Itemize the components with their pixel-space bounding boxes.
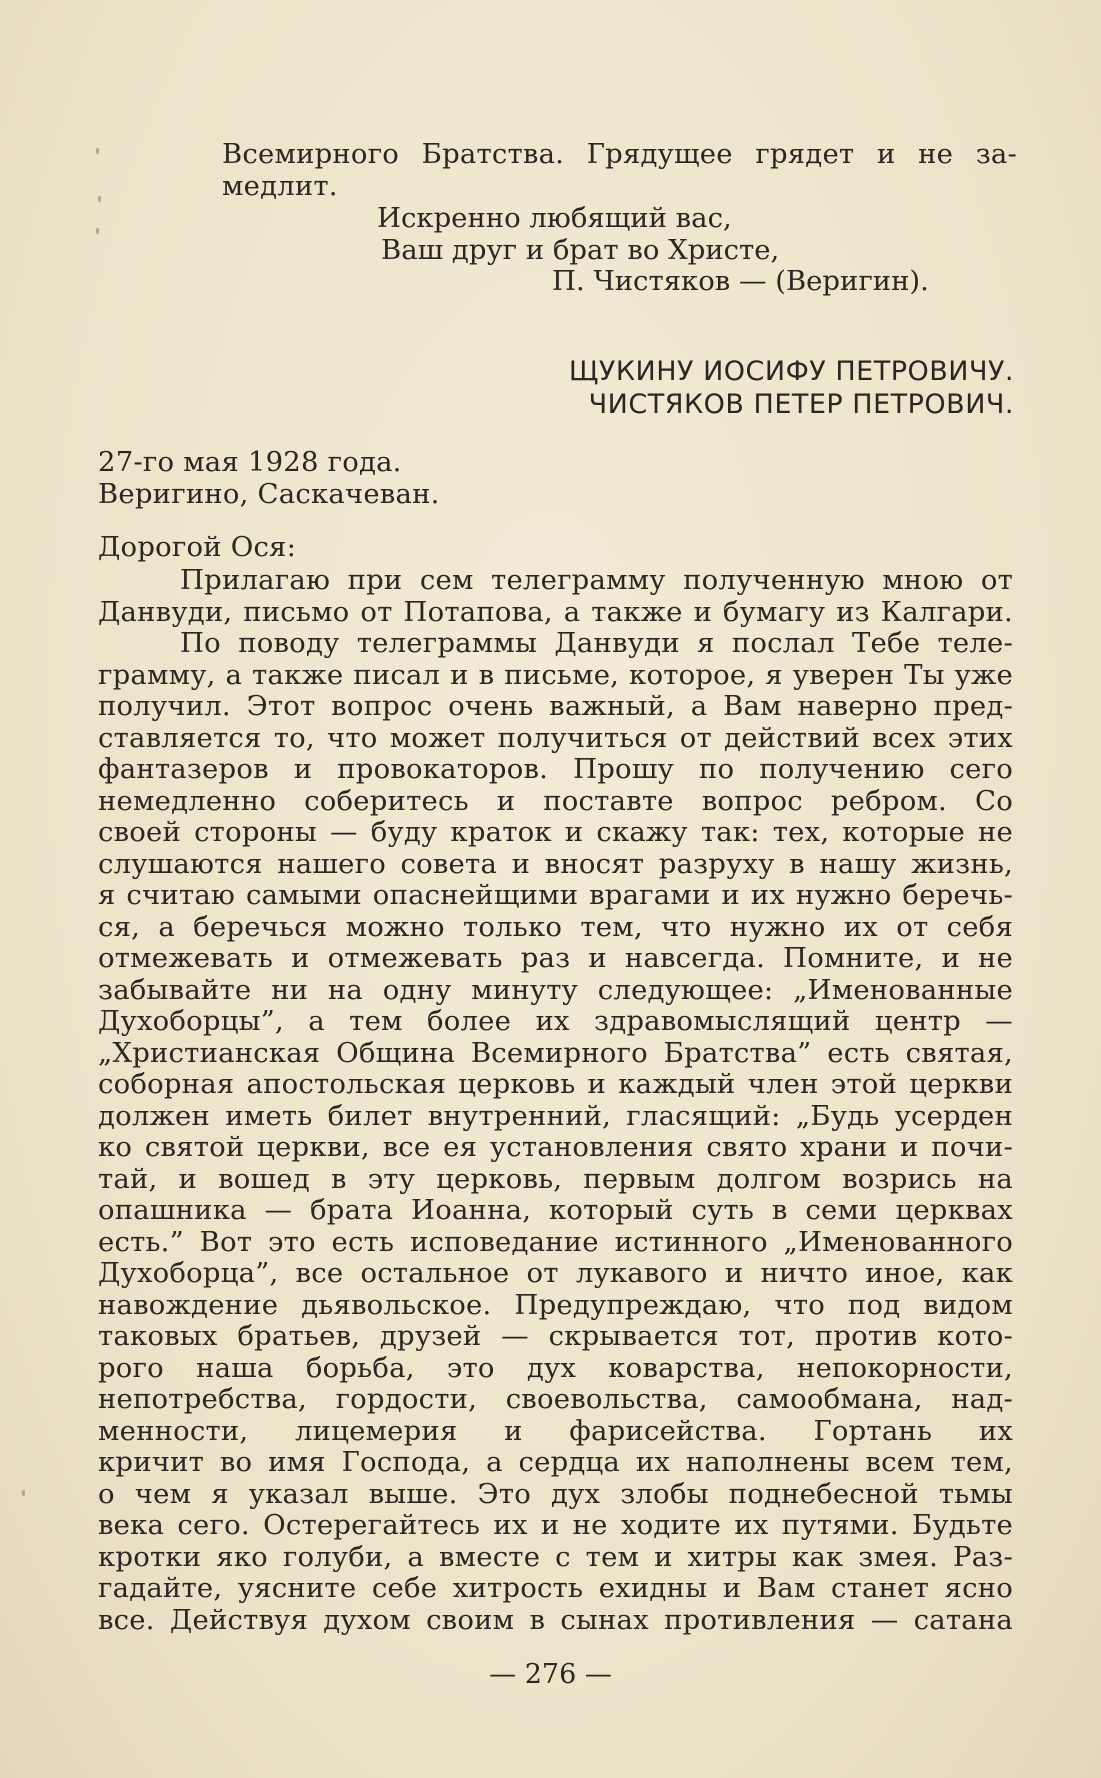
text-line: своей стороны — буду краток и скажу так: тех, которые не [98,816,1013,848]
scan-speck [98,196,101,202]
text-line: получил. Этот вопрос очень важный, а Вам наверно пред- [98,690,1013,722]
text-line: Духоборцы”, а тем более их здравомыслящий центр — [98,1005,1013,1037]
text-line: менности, лицемерия и фарисейства. Гортань их [98,1414,1013,1447]
letter-heading-recipient: ЩУКИНУ ИОСИФУ ПЕТРОВИЧУ. [568,356,1014,387]
text-line: Всемирного Братства. Грядущее грядет и не за- [222,138,1017,170]
text-line: „Христианская Община Всемирного Братства” есть святая, [98,1036,1013,1069]
text-line: опашника — брата Иоанна, который суть в семи церквах [98,1194,1013,1226]
text-line: забывайте ни на одну минуту следующее: „Именованные [98,973,1013,1006]
scan-speck [22,1490,25,1496]
text-line: ся, а беречься можно только тем, что нужно их от себя [98,910,1013,943]
text-line: есть.” Вот это есть исповедание истинного „Именованного [98,1225,1013,1258]
text-line: должен иметь билет внутренний, гласящий: „Будь усерден [98,1099,1013,1132]
text-line: ставляется то, что может получиться от действий всех этих [98,721,1013,754]
letter-heading-sender: ЧИСТЯКОВ ПЕТЕР ПЕТРОВИЧ. [588,389,1014,420]
text-line: рого наша борьба, это дух коварства, непокорности, [98,1351,1013,1384]
scan-speck [96,228,99,234]
text-line: отмежевать и отмежевать раз и навсегда. Помните, и не [98,942,1013,974]
salutation-text: Дорогой Ося: [98,531,297,563]
text-line: фантазеров и провокаторов. Прошу по получению сего [98,753,1013,785]
letter-body [98,565,1013,1636]
text-line: навождение дьявольское. Предупреждаю, что под видом [98,1288,1013,1321]
text-line: Духоборца”, все остальное от лукавого и ничто иное, как [98,1257,1013,1289]
place-line: Веригино, Саскачеван. [98,477,440,510]
text-line: таковых братьев, друзей — скрывается тот, против кото- [98,1320,1013,1352]
page-number: — 276 — [489,1659,612,1690]
closing-line: Искренно любящий вас, [377,202,732,234]
previous-letter-ending [222,139,1017,202]
text-line: медлит. [222,169,338,202]
closing-line: Ваш друг и брат во Христе, [381,234,780,266]
date-line: 27-го мая 1928 года. [98,446,402,478]
text-line: ко святой церкви, все ея установления свято храни и почи- [98,1131,1013,1163]
text-line: непотребства, гордости, своевольства, самообмана, над- [98,1383,1013,1415]
text-line: кротки яко голуби, а вместе с тем и хитры как змея. Раз- [98,1540,1013,1573]
signature-line: П. Чистяков — (Веригин). [552,265,929,297]
text-line: грамму, а также писал и в письме, которое, я уверен Ты уже [98,658,1013,691]
text-line: кричит во имя Господа, а сердца их наполнены всем тем, [98,1446,1013,1478]
text-line: немедленно соберитесь и поставте вопрос ребром. Со [98,784,1013,817]
text-line: гадайте, уясните себе хитрость ехидны и Вам станет ясно [98,1572,1013,1604]
text-line: века сего. Остерегайтесь их и не ходите их путями. Будьте [98,1509,1013,1541]
text-line: Данвуди, письмо от Потапова, а также и бумагу из Калгари. [98,595,1013,628]
salutation [98,532,1013,564]
text-line: я считаю самыми опаснейщими врагами и их нужно беречь- [98,879,1013,911]
text-line: По поводу телеграммы Данвуди я послал Тебе теле- [180,627,1013,659]
text-line: тай, и вошед в эту церковь, первым долгом возрись на [98,1162,1013,1195]
scan-speck [96,148,99,154]
text-line: слушаются нашего совета и вносят разруху в нашу жизнь, [98,847,1013,880]
text-line: соборная апостольская церковь и каждый член этой церкви [98,1068,1013,1100]
text-line: о чем я указал выше. Это дух злобы поднебесной тьмы [98,1477,1013,1510]
text-line: все. Действуя духом своим в сынах противления — сатана [98,1603,1013,1636]
letter-dateline [98,447,1013,510]
text-line: Прилагаю при сем телеграмму полученную мною от [180,564,1013,596]
